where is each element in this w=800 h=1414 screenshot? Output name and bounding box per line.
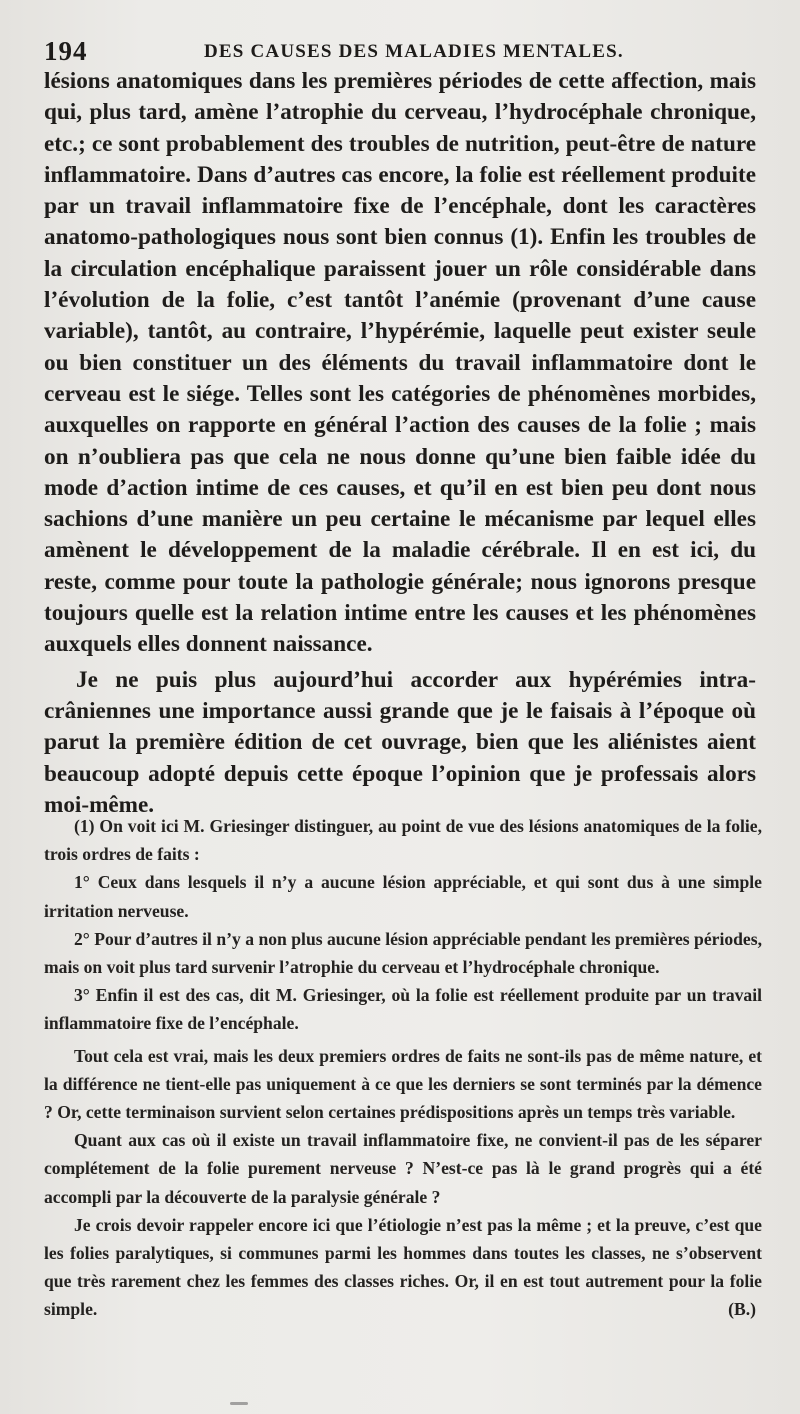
footnote-item-1: 1° Ceux dans lesquels il n’y a aucune lésion appréciable, et qui sont dus à une simple irritation nerveuse. bbox=[44, 872, 762, 921]
running-title: DES CAUSES DES MALADIES MENTALES. bbox=[204, 41, 624, 62]
ink-smudge bbox=[230, 1402, 248, 1405]
paragraph-1: lésions anatomiques dans les premières périodes de cette affection, mais qui, plus tard, amène l’atrophie du cerveau, l’hydrocéphale chronique, etc.; ce sont probablement des troubles de nutrition, peut-être de nature inflammatoire. Dans d’autres cas encore, la folie est réellement produite par un travail inflammatoire fixe de l’encéphale, dont les caractères anatomo-pathologiques nous sont bien connus (1). Enfin les troubles de la circulation encéphalique paraissent jouer un rôle considérable dans l’évolution de la folie, c’est tantôt l’anémie (provenant d’une cause variable), tantôt, au contraire, l’hypérémie, laquelle peut exister seule ou bien constituer un des éléments du travail inflammatoire dont le cerveau est le siége. Telles sont les catégories de phénomènes morbides, auxquelles on rapporte en général l’action des causes de la folie ; mais on n’oubliera pas que cela ne nous donne qu’une bien faible idée du mode d’action intime de ces causes, et qu’il en est bien peu dont nous sachions d’une manière un peu certaine le mécanisme par lequel elles amènent le développement de la maladie cérébrale. Il en est ici, du reste, comme pour toute la pathologie générale; nous ignorons presque toujours quelle est la relation intime entre les causes et les phénomènes auxquels elles donnent naissance. bbox=[44, 68, 756, 658]
footnote-comment-3-text: Je crois devoir rappeler encore ici que l’étiologie n’est pas la même ; et la preuve, c’est que les folies paralytiques, si communes parmi les hommes dans toutes les classes, ne s’observent que très rarement chez les femmes des classes riches. Or, il en est tout autrement pour la folie simple. bbox=[44, 1214, 762, 1320]
main-text bbox=[44, 66, 756, 821]
footnote-item-2: 2° Pour d’autres il n’y a non plus aucune lésion appréciable pendant les premières périodes, mais on voit plus tard survenir l’atrophie du cerveau et l’hydrocéphale chronique. bbox=[44, 928, 762, 978]
footnote-signature: (B.) bbox=[728, 1299, 756, 1320]
page-number: 194 bbox=[44, 36, 88, 66]
footnote-comment-2: Quant aux cas où il existe un travail inflammatoire fixe, ne convient-il pas de les séparer complétement de la folie purement nerveuse ? N’est-ce pas là le grand progrès qui a été accompli par la découverte de la paralysie générale ? bbox=[44, 1130, 762, 1207]
footnote-item-3: 3° Enfin il est des cas, dit M. Griesinger, où la folie est réellement produite par un travail inflammatoire fixe de l’encéphale. bbox=[44, 985, 762, 1034]
paragraph-2: Je ne puis plus aujourd’hui accorder aux hypérémies intra-crâniennes une importance aussi grande que je le faisais à l’époque où parut la première édition de cet ouvrage, bien que les aliénistes aient beaucoup adopté depuis cette époque l’opinion que je professais alors moi-même. bbox=[44, 666, 756, 818]
footnote-comment-1: Tout cela est vrai, mais les deux premiers ordres de faits ne sont-ils pas de même nature, et la différence ne tient-elle pas uniquement à ce que les derniers se sont terminés par la démence ? Or, cette terminaison survient selon certaines prédispositions après un temps très variable. bbox=[44, 1045, 762, 1123]
page-header bbox=[44, 36, 760, 66]
footnote-block bbox=[44, 812, 762, 1324]
footnote-comment-3 bbox=[44, 1211, 762, 1324]
footnote-intro: (1) On voit ici M. Griesinger distinguer, au point de vue des lésions anatomiques de la folie, trois ordres de faits : bbox=[44, 816, 762, 865]
